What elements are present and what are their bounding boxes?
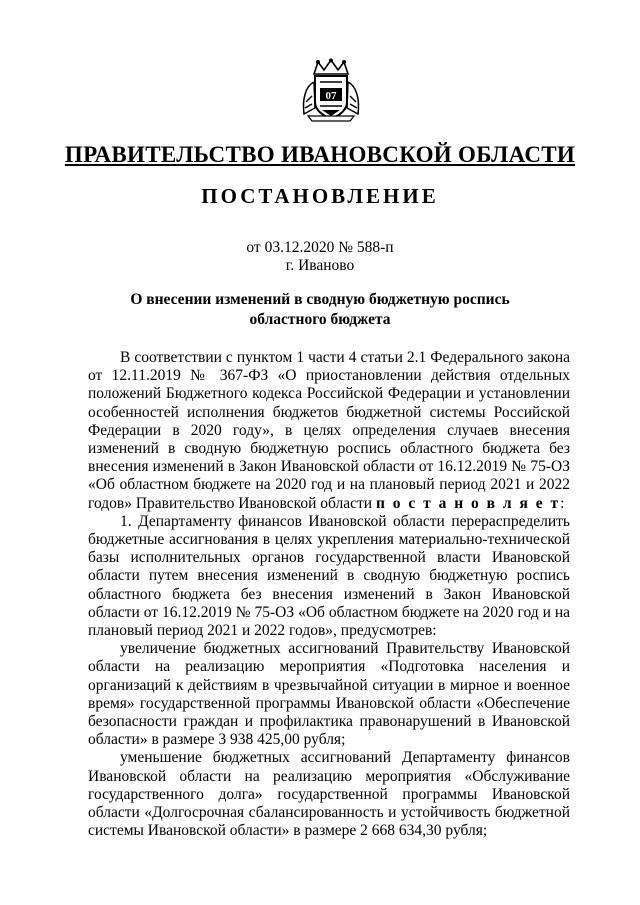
decree-word-suffix: : (560, 494, 565, 512)
document-subject (0, 290, 640, 330)
decrease-paragraph: уменьшение бюджетных ассигнований Департаменту финансов Ивановской области на реализацию мероприятия «Обслуживание государственного долга» государственной программы Ивановской области «Долгосрочная сбалансированность и устойчивость бюджетной системы Ивановской области» в размере 2 668 634,30 рубля; (88, 749, 570, 840)
coat-of-arms-emblem (300, 58, 362, 122)
preamble-text: В соответствии с пунктом 1 части 4 статьи 2.1 Федерального закона от 12.11.2019 № 367-ФЗ «О приостановлении действия отдельных положений Бюджетного кодекса Российской Федерации и установлении особенностей исполнения бюджетов бюджетной системы Российской Федерации в 2020 году», в целях определения случаев внесения изменений в сводную бюджетную роспись областного бюджета без внесения изменений в Закон Ивановской области от 16.12.2019 № 75-ОЗ «Об областном бюджете на 2020 год и на плановый период 2021 и 2022 годов» Правительство Ивановской области (88, 349, 570, 512)
document-body (88, 349, 570, 840)
date-number-line: от 03.12.2020 № 588-п (246, 239, 394, 256)
increase-paragraph: увеличение бюджетных ассигнований Правительству Ивановской области на реализацию мероприятия «Подготовка населения и организаций к действиям в чрезвычайной ситуации в мирное и военное время» государственной программы Ивановской области «Обеспечение безопасности граждан и профилактика правонарушений в Ивановской области» в размере 3 938 425,00 рубля; (88, 640, 570, 749)
item-1-paragraph: 1. Департаменту финансов Ивановской области перераспределить бюджетные ассигнования в целях укрепления материально-технической базы исполнительных органов государственной власти Ивановской области путем внесения изменений в сводную бюджетную роспись областного бюджета без внесения изменений в Закон Ивановской области от 16.12.2019 № 75-ОЗ «Об областном бюджете на 2020 год и на плановый период 2021 и 2022 годов», предусмотрев: (88, 512, 570, 640)
subject-line-2: областного бюджета (249, 311, 391, 328)
government-title: ПРАВИТЕЛЬСТВО ИВАНОВСКОЙ ОБЛАСТИ (64, 142, 576, 167)
ivanovo-coat-of-arms-icon (300, 58, 362, 122)
subject-line-1: О внесении изменений в сводную бюджетную роспись (130, 291, 510, 308)
document-type-title: ПОСТАНОВЛЕНИЕ (201, 184, 439, 208)
preamble-paragraph (88, 349, 570, 513)
decree-word: п о с т а н о в л я е т (375, 494, 561, 512)
city-line: г. Иваново (285, 257, 355, 274)
emblem-number-text: 07 (325, 90, 337, 102)
